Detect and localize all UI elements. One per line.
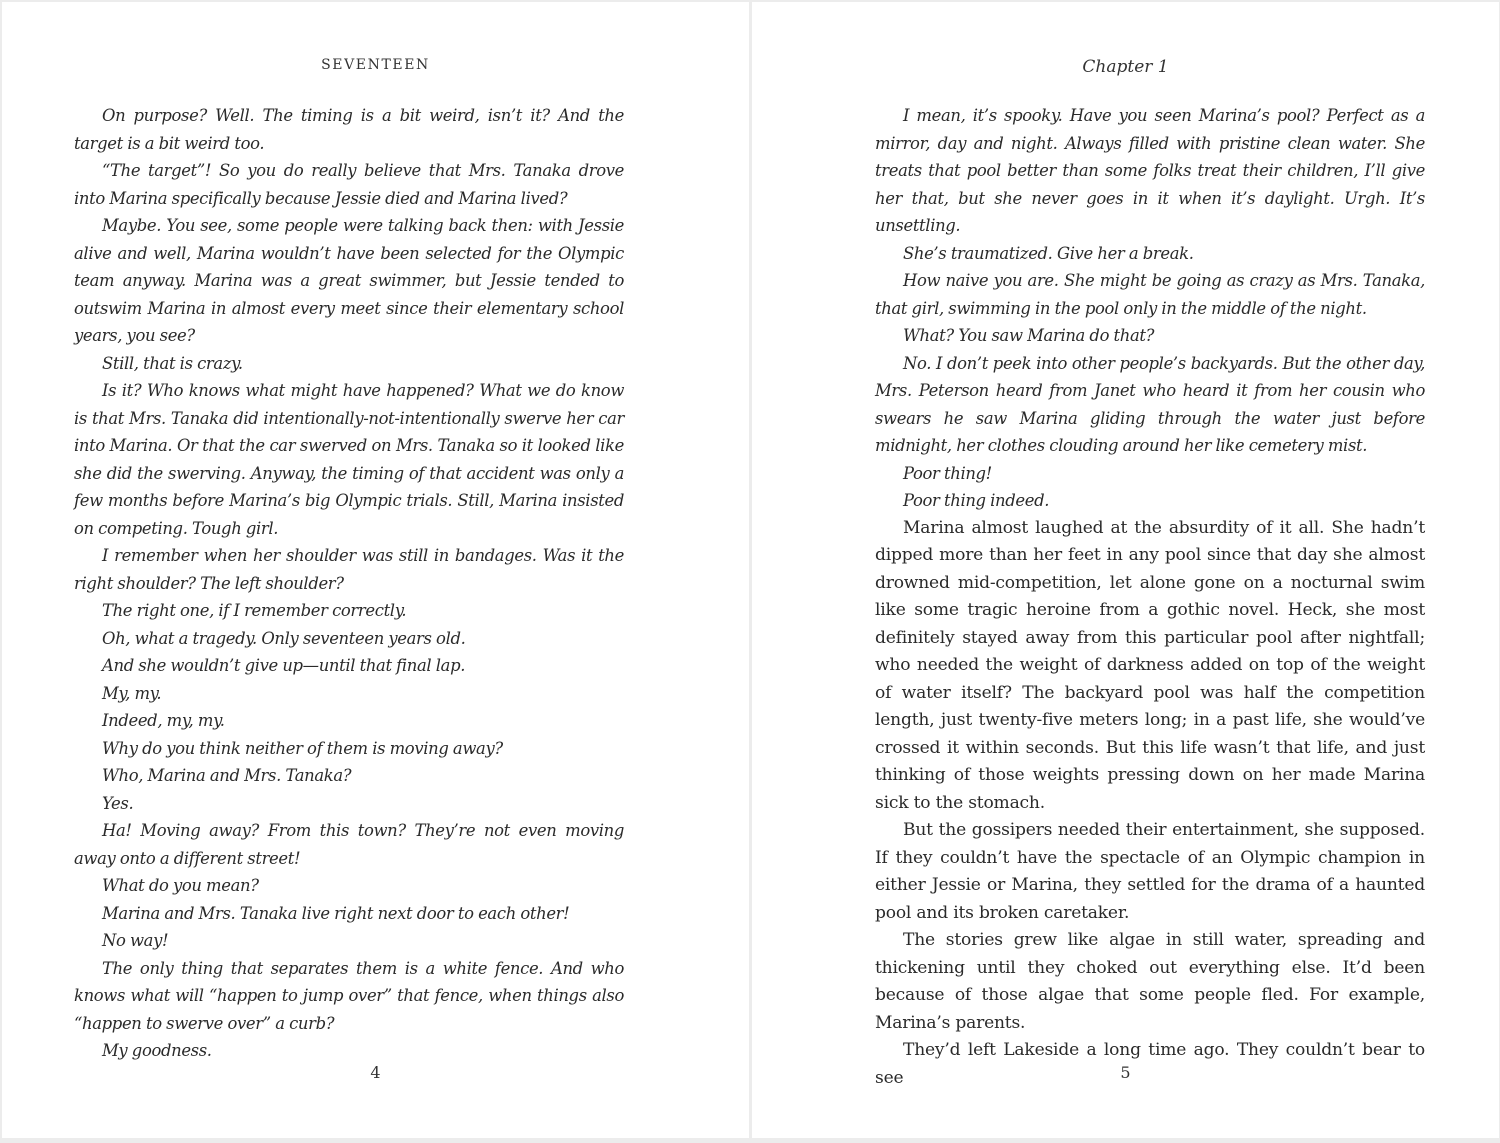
page-number: 5 — [1120, 1063, 1131, 1082]
paragraph: The right one, if I remember correctly. — [102, 601, 407, 620]
paragraph: And she wouldn’t give up—until that final lap. — [102, 656, 466, 675]
paragraph: I remember when her shoulder was still in bandages. Was it the right shoulder? The left shoulder? — [74, 546, 624, 593]
paragraph: Yes. — [102, 793, 134, 813]
paragraph: I mean, it’s spooky. Have you seen Marina’s pool? Perfect as a mirror, day and night. Always filled with pristine clean water. She treats that pool better than some folks treat their children, I’ll give her that, but she never goes in it when it’s daylight. Urgh. It’s unsettling. — [875, 106, 1425, 235]
paragraph: How naive you are. She might be going as crazy as Mrs. Tanaka, that girl, swimming in the pool only in the middle of the night. — [875, 271, 1425, 318]
paragraph: The only thing that separates them is a white fence. And who knows what will “happen to jump over” that fence, when things also “happen to swerve over” a curb? — [74, 958, 624, 1033]
running-head: SEVENTEEN — [321, 57, 430, 73]
paragraph: Oh, what a tragedy. Only seventeen years old. — [102, 628, 466, 648]
paragraph: My, my. — [102, 683, 162, 703]
paragraph: Why do you think neither of them is moving away? — [102, 738, 503, 758]
paragraph: Indeed, my, my. — [102, 711, 225, 730]
paragraph: Poor thing! — [903, 463, 992, 483]
paragraph: No way! — [102, 931, 169, 950]
paragraph: Poor thing indeed. — [903, 491, 1050, 510]
paragraph: Ha! Moving away? From this town? They’re not even moving away onto a different street! — [74, 821, 624, 868]
paragraph: Maybe. You see, some people were talking back then: with Jessie alive and well, Marina wouldn’t have been selected for the Olympic team anyway. Marina was a great swimmer, but Jessie tended to outswim Marina in almost every meet since their elementary school years, you see? — [74, 216, 624, 345]
paragraph: “The target”! So you do really believe that Mrs. Tanaka drove into Marina specifically because Jessie died and Marina lived? — [74, 161, 624, 208]
paragraph: My goodness. — [102, 1041, 212, 1060]
left-page — [2, 2, 749, 1138]
right-page — [752, 2, 1499, 1138]
paragraph: What? You saw Marina do that? — [903, 326, 1155, 345]
paragraph: On purpose? Well. The timing is a bit weird, isn’t it? And the target is a bit weird too. — [74, 106, 624, 153]
paragraph: But the gossipers needed their entertainment, she supposed. If they couldn’t have the spectacle of an Olympic champion in either Jessie or Marina, they settled for the drama of a haunted pool and its broken caretaker. — [875, 820, 1425, 923]
right-page-body — [875, 102, 1425, 1092]
left-page-body — [74, 102, 624, 1065]
paragraph: What do you mean? — [102, 876, 259, 895]
page-number: 4 — [370, 1063, 381, 1082]
paragraph: Who, Marina and Mrs. Tanaka? — [102, 766, 352, 785]
paragraph: Marina and Mrs. Tanaka live right next door to each other! — [102, 903, 570, 923]
paragraph: She’s traumatized. Give her a break. — [903, 243, 1194, 263]
chapter-title: Chapter 1 — [1082, 57, 1169, 77]
paragraph: The stories grew like algae in still water, spreading and thickening until they choked out everything else. It’d been because of those algae that some people fled. For example, Marina’s parents. — [875, 930, 1425, 1033]
paragraph: Marina almost laughed at the absurdity of it all. She hadn’t dipped more than her feet in any pool since that day she almost drowned mid-competition, let alone gone on a nocturnal swim like some tragic heroine from a gothic novel. Heck, she most definitely stayed away from this particular pool after nightfall; who needed the weight of darkness added on top of the weight of water itself? The backyard pool was half the competition length, just twenty-five meters long; in a past life, she would’ve crossed it within seconds. But this life wasn’t that life, and just thinking of those weights pressing down on her made Marina sick to the stomach. — [875, 517, 1425, 813]
paragraph: They’d left Lakeside a long time ago. They couldn’t bear to see — [875, 1040, 1425, 1088]
paragraph: Is it? Who knows what might have happened? What we do know is that Mrs. Tanaka did intentionally-not-intentionally swerve her car into Marina. Or that the car swerved on Mrs. Tanaka so it looked like she did the swerving. Anyway, the timing of that accident was only a few months before Marina’s big Olympic trials. Still, Marina insisted on competing. Tough girl. — [74, 381, 624, 538]
paragraph: No. I don’t peek into other people’s backyards. But the other day, Mrs. Peterson heard from Janet who heard it from her cousin who swears he saw Marina gliding through the water just before midnight, her clothes clouding around her like cemetery mist. — [875, 353, 1425, 455]
paragraph: Still, that is crazy. — [102, 353, 243, 373]
